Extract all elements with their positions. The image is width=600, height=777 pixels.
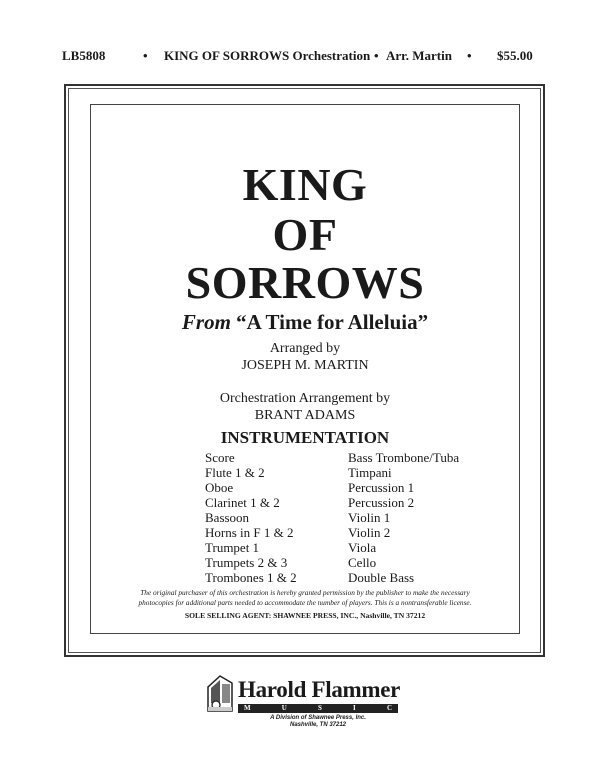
orchestrator-name: BRANT ADAMS (254, 408, 356, 423)
instrument: Horns in F 1 & 2 (205, 525, 294, 540)
license-line-1: The original purchaser of this orchestration is hereby granted permission by the publisher to make the necessary (140, 588, 470, 597)
instrument: Double Bass (348, 570, 415, 585)
arranger-name: JOSEPH M. MARTIN (241, 358, 369, 373)
license-notice (80, 588, 530, 607)
instrument: Violin 2 (348, 525, 391, 540)
instrument: Timpani (348, 465, 392, 480)
publisher-logo-icon (207, 675, 233, 712)
bullet: • (467, 48, 472, 63)
instrument: Percussion 1 (348, 480, 415, 495)
instrument-list-left (205, 450, 297, 585)
license-line-2: photocopies for additional parts needed to accommodate the number of players. This is a nontransferable license. (138, 597, 472, 607)
instrumentation-heading: INSTRUMENTATION (220, 428, 390, 447)
bullet: • (374, 48, 379, 63)
instrument: Trumpets 2 & 3 (205, 555, 288, 570)
music-letter: U (281, 704, 287, 712)
instrument-list-right (348, 450, 459, 585)
catalog-code: LB5808 (62, 48, 106, 63)
title-line-2: OF (272, 209, 338, 260)
subtitle (90, 310, 520, 334)
from-label: From (181, 310, 231, 334)
instrument: Trombones 1 & 2 (205, 570, 297, 585)
division-name: A Division of Shawnee Press, Inc. (270, 715, 366, 721)
orchestration-label: Orchestration Arrangement by (219, 391, 391, 406)
music-letter: S (317, 704, 322, 712)
bullet: • (143, 48, 148, 63)
division-location: Nashville, TN 37212 (289, 722, 347, 728)
catalog-header (0, 48, 600, 68)
title-line-3: SORROWS (185, 257, 425, 308)
publisher-name: Harold Flammer (238, 677, 401, 702)
arranger-short: Arr. Martin (386, 48, 452, 63)
source-work: “A Time for Alleluia” (236, 310, 429, 334)
music-letter: M (244, 704, 251, 712)
arranged-by-label: Arranged by (269, 341, 341, 356)
instrument: Oboe (205, 480, 234, 495)
instrument: Percussion 2 (348, 495, 415, 510)
price: $55.00 (497, 48, 533, 63)
instrument: Trumpet 1 (205, 540, 260, 555)
instrument: Viola (348, 540, 377, 555)
selling-agent: SOLE SELLING AGENT: SHAWNEE PRESS, INC., Nashville, TN 37212 (184, 611, 426, 620)
publisher-division (238, 715, 398, 729)
music-letter: I (353, 704, 356, 712)
instrument: Clarinet 1 & 2 (205, 495, 280, 510)
publisher-music-bar (238, 704, 398, 713)
instrument: Flute 1 & 2 (205, 465, 265, 480)
instrument: Score (205, 450, 235, 465)
instrument: Bassoon (205, 510, 250, 525)
music-letter: C (386, 704, 392, 712)
product-name: KING OF SORROWS Orchestration (164, 48, 371, 63)
instrument: Bass Trombone/Tuba (348, 450, 460, 465)
instrument: Violin 1 (348, 510, 391, 525)
title-line-1: KING (242, 159, 368, 210)
instrument: Cello (348, 555, 377, 570)
